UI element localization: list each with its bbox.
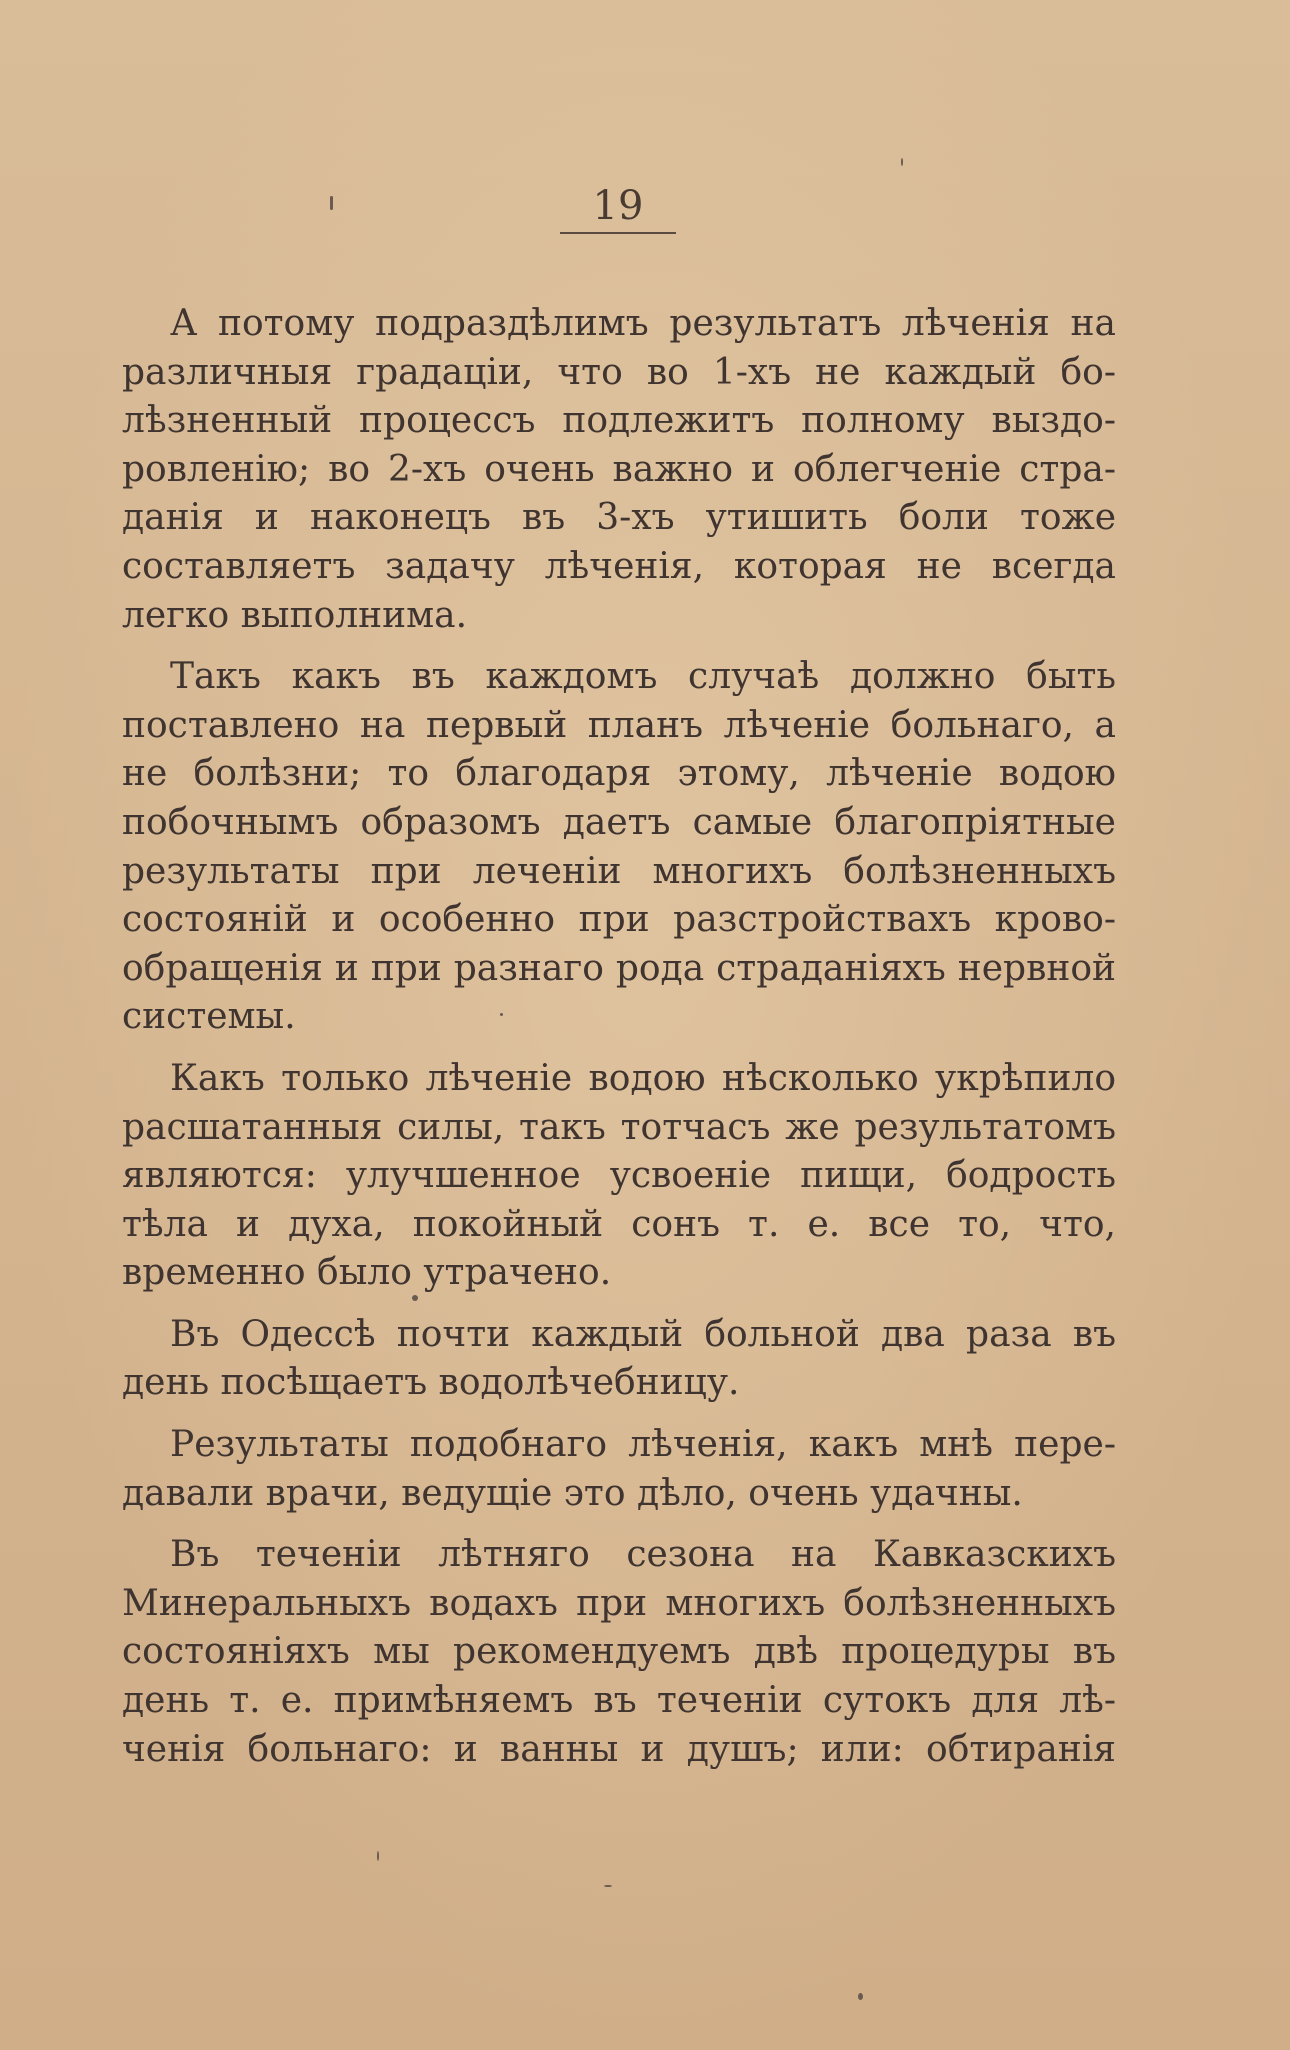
paper-speck <box>500 1013 503 1016</box>
text-line: Такъ какъ въ каждомъ случаѣ должно быть <box>170 656 1116 698</box>
text-line: Въ Одессѣ почти каждый больной два раза въ <box>170 1313 1116 1355</box>
paper-speck <box>377 1851 379 1861</box>
text-line: составляетъ задачу лѣченія, которая не всегда <box>122 545 1116 587</box>
text-line: день т. е. примѣняемъ въ теченіи сутокъ для лѣ- <box>122 1680 1116 1722</box>
text-line: поставлено на первый планъ лѣченіе больнаго, а <box>122 704 1116 746</box>
paper-speck <box>604 1885 612 1887</box>
text-line: состояній и особенно при разстройствахъ крово- <box>122 899 1116 941</box>
paragraph <box>122 1421 1116 1518</box>
text-line: день посѣщаетъ водолѣчебницу. <box>122 1362 740 1404</box>
page-number: 19 <box>560 182 676 234</box>
text-line: данія и наконецъ въ 3-хъ утишить боли тоже <box>122 497 1116 539</box>
text-line: системы. <box>122 996 296 1038</box>
text-line: состояніяхъ мы рекомендуемъ двѣ процедуры въ <box>122 1631 1116 1673</box>
text-line: ченія больнаго: и ванны и душъ; или: обтиранія <box>122 1728 1116 1770</box>
text-line: Въ теченіи лѣтняго сезона на Кавказскихъ <box>170 1534 1116 1576</box>
paragraph <box>122 300 1116 640</box>
paper-speck <box>330 196 333 210</box>
text-line: обращенія и при разнаго рода страданіяхъ нервной <box>122 947 1116 989</box>
paragraph <box>122 1055 1116 1298</box>
text-line: различныя градаціи, что во 1-хъ не каждый бо- <box>122 351 1116 393</box>
text-line: Какъ только лѣченіе водою нѣсколько укрѣпило <box>170 1057 1116 1099</box>
body-text <box>122 300 1116 1787</box>
paragraph <box>122 653 1116 1042</box>
text-line: побочнымъ образомъ даетъ самые благопріятные <box>122 801 1116 843</box>
text-line: результаты при леченіи многихъ болѣзненныхъ <box>122 850 1116 892</box>
text-line: ровленію; во 2-хъ очень важно и облегченіе стра- <box>122 448 1116 490</box>
text-line: А потому подраздѣлимъ результатъ лѣченія на <box>170 303 1116 344</box>
paragraph <box>122 1531 1116 1774</box>
text-line: являются: улучшенное усвоеніе пищи, бодрость <box>122 1155 1116 1197</box>
text-line: тѣла и духа, покойный сонъ т. е. все то, что, <box>122 1203 1116 1245</box>
text-line: временно было утрачено. <box>122 1252 612 1294</box>
paragraph <box>122 1311 1116 1408</box>
text-line: легко выполнима. <box>122 594 468 636</box>
text-line: расшатанныя силы, такъ тотчасъ же результатомъ <box>122 1106 1116 1148</box>
text-line: Результаты подобнаго лѣченія, какъ мнѣ пере- <box>170 1424 1116 1466</box>
text-line: давали врачи, ведущіе это дѣло, очень удачны. <box>122 1472 1023 1514</box>
text-line: лѣзненный процессъ подлежитъ полному выздо- <box>122 400 1116 442</box>
paper-speck <box>901 158 903 166</box>
text-line: Минеральныхъ водахъ при многихъ болѣзненныхъ <box>122 1582 1116 1624</box>
paper-speck <box>858 1993 863 2000</box>
paper-speck <box>412 1295 418 1301</box>
text-line: не болѣзни; то благодаря этому, лѣченіе водою <box>122 753 1116 795</box>
